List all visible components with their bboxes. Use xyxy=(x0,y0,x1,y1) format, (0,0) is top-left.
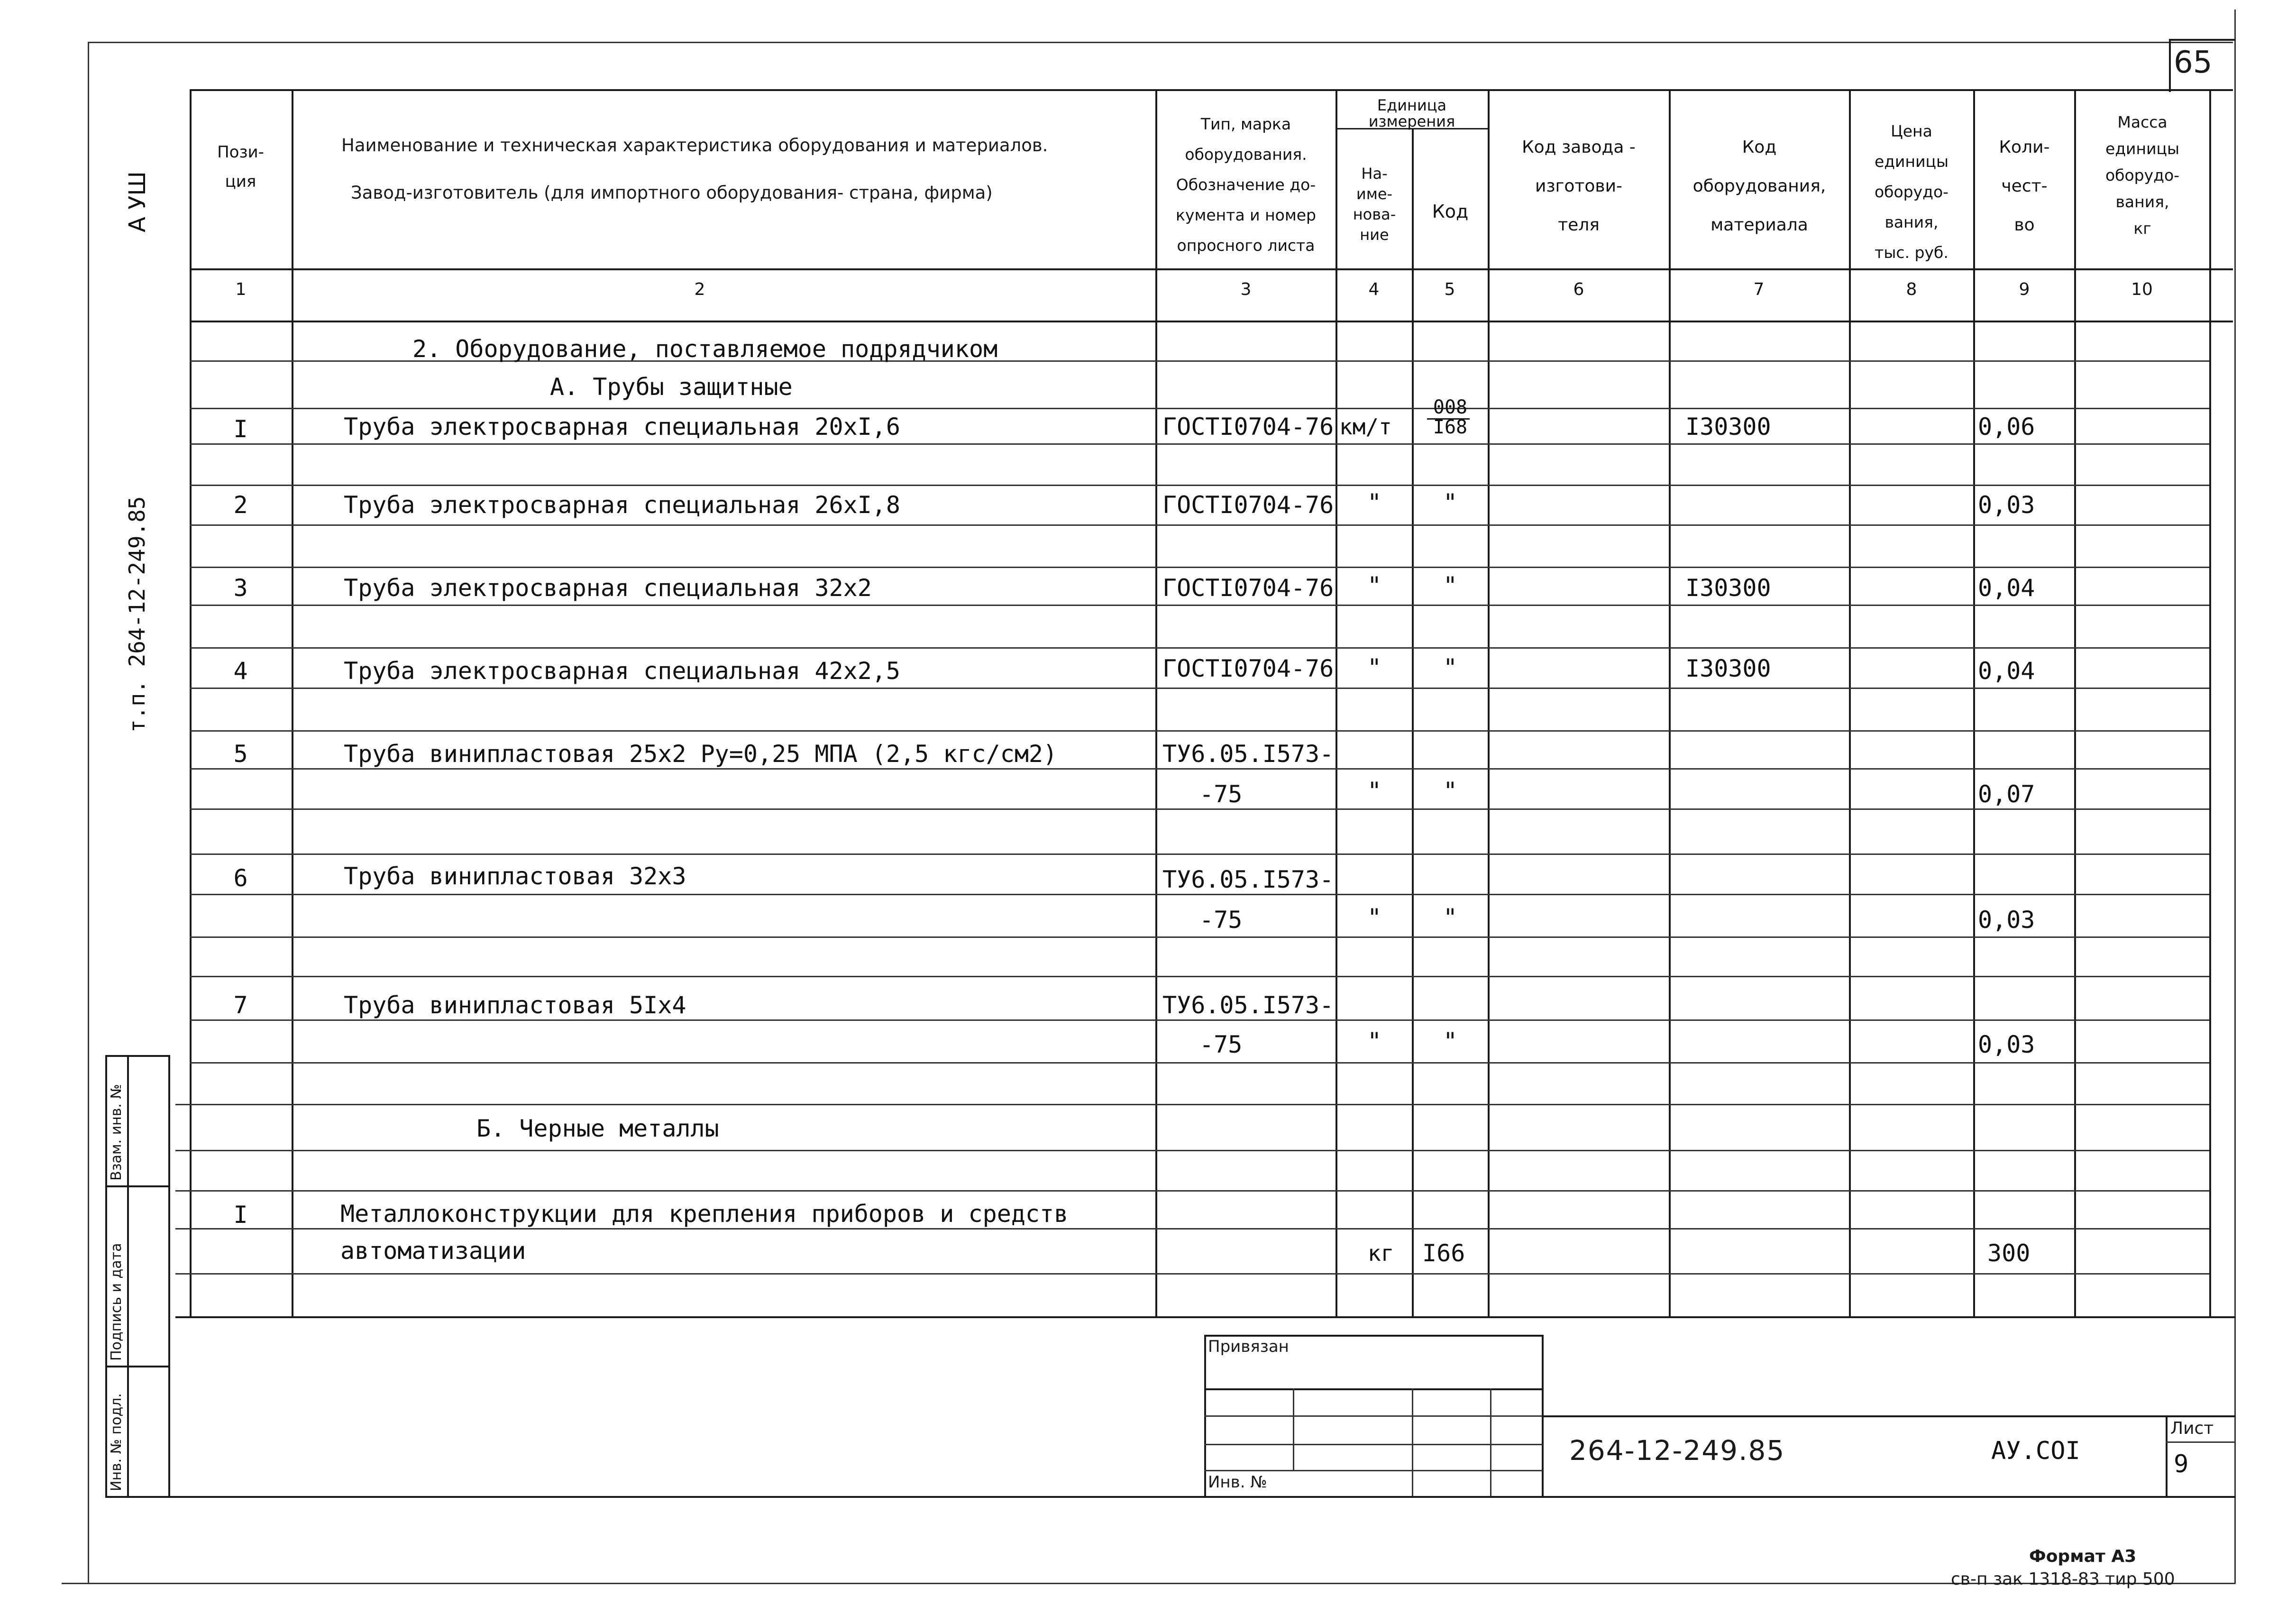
header-name-line2: Завод-изготовитель (для импортного оборудования- страна, фирма) xyxy=(351,183,993,203)
table-row-position: 3 xyxy=(233,574,248,602)
table-row-quantity: 0,06 xyxy=(1978,413,2035,440)
table-row-unit: " xyxy=(1367,489,1382,516)
table-row-code: " xyxy=(1443,1028,1458,1055)
header-unit-mass: Масса единицы оборудо- вания, кг xyxy=(2105,113,2180,238)
footer-print-info: св-п зак 1318-83 тир 500 xyxy=(1951,1569,2175,1589)
header-plant-code: Код завода - изготови- теля xyxy=(1522,138,1636,235)
header-position: Пози- ция xyxy=(217,143,264,191)
header-unit-name: На- име- нова- ние xyxy=(1353,165,1396,244)
table-row-name: Труба электросварная специальная 32х2 xyxy=(344,574,872,602)
table-row-quantity: 0,04 xyxy=(1978,657,2035,685)
subsection-title-a: А. Трубы защитные xyxy=(550,373,793,401)
column-number: 5 xyxy=(1444,280,1455,299)
strip-signature-date: Подпись и дата xyxy=(108,1243,125,1361)
column-number: 7 xyxy=(1753,280,1765,299)
table-row-code-bottom: I68 xyxy=(1433,416,1468,438)
table-row-doc-cont: -75 xyxy=(1199,780,1243,808)
strip-original-inv: Инв. № подл. xyxy=(108,1393,125,1491)
table-row-position: 2 xyxy=(233,491,248,519)
column-number: 9 xyxy=(2019,280,2030,299)
stamp-sheet-number: 9 xyxy=(2174,1450,2189,1478)
table-row-unit: кг xyxy=(1368,1240,1394,1266)
table-row-code: " xyxy=(1443,489,1458,516)
table-row-position: 7 xyxy=(233,991,248,1019)
header-name-line1: Наименование и техническая характеристика оборудования и материалов. xyxy=(341,135,1048,156)
table-row-name: Металлоконструкции для крепления приборов и средств xyxy=(340,1200,1069,1228)
header-unit-code: Код xyxy=(1432,201,1469,222)
table-row-doc: ГОСТI0704-76 xyxy=(1162,491,1334,519)
table-row-name: Труба винипластовая 32х3 xyxy=(344,862,686,890)
table-row-unit: км/т xyxy=(1339,414,1392,440)
column-number: 2 xyxy=(694,280,705,299)
table-row-equipment-code: I30300 xyxy=(1685,655,1771,682)
stamp-inv-no: Инв. № xyxy=(1208,1473,1267,1492)
table-row-code: I66 xyxy=(1422,1239,1465,1267)
project-designation: т.п. 264-12-249.85 xyxy=(124,496,150,733)
table-row-doc: ГОСТI0704-76 xyxy=(1162,655,1334,682)
table-row-equipment-code: I30300 xyxy=(1685,574,1771,602)
table-row-name: Труба электросварная специальная 20хI,6 xyxy=(344,413,900,440)
stamp-privyazan: Привязан xyxy=(1208,1337,1289,1356)
table-row-name-cont: автоматизации xyxy=(340,1237,526,1265)
column-number: 4 xyxy=(1368,280,1380,299)
table-row-unit: " xyxy=(1367,777,1382,805)
table-row-doc-cont: -75 xyxy=(1199,906,1243,934)
table-row-code-top: 008 xyxy=(1433,396,1468,418)
table-row-position: I xyxy=(233,1201,248,1229)
table-row-equipment-code: I30300 xyxy=(1685,413,1771,440)
subsection-title-b: Б. Черные металлы xyxy=(476,1115,719,1142)
album-label: А УШ xyxy=(124,171,151,232)
table-row-unit: " xyxy=(1367,904,1382,931)
table-row-doc: ГОСТI0704-76 xyxy=(1162,574,1334,602)
footer-format: Формат А3 xyxy=(2029,1547,2137,1566)
table-row-doc: ТУ6.05.I573- xyxy=(1162,740,1334,768)
table-row-name: Труба электросварная специальная 26хI,8 xyxy=(344,491,900,519)
table-row-unit: " xyxy=(1367,572,1382,599)
header-type-doc: Тип, марка оборудования. Обозначение до- кумента и номер опросного листа xyxy=(1175,115,1317,255)
table-row-doc-cont: -75 xyxy=(1199,1031,1243,1058)
table-row-code: " xyxy=(1443,572,1458,599)
header-equipment-code: Код оборудования, материала xyxy=(1692,138,1826,235)
stamp-document-code: 264-12-249.85 xyxy=(1569,1434,1785,1467)
table-row-code: " xyxy=(1443,904,1458,931)
header-unit: Единица измерения xyxy=(1368,96,1455,130)
table-row-quantity: 300 xyxy=(1987,1239,2031,1267)
section-title: 2. Оборудование, поставляемое подрядчиком xyxy=(412,335,998,363)
table-row-code: " xyxy=(1443,654,1458,681)
header-unit-price: Цена единицы оборудо- вания, тыс. руб. xyxy=(1874,122,1949,262)
column-number: 10 xyxy=(2131,280,2153,299)
column-number: 8 xyxy=(1906,280,1917,299)
sheet-corner-number: 65 xyxy=(2174,45,2213,80)
table-row-name: Труба винипластовая 5Iх4 xyxy=(344,991,686,1019)
table-row-position: 4 xyxy=(233,657,248,685)
table-row-quantity: 0,03 xyxy=(1978,491,2035,519)
table-row-position: 5 xyxy=(233,740,248,768)
table-row-doc: ТУ6.05.I573- xyxy=(1162,991,1334,1019)
table-row-code: " xyxy=(1443,777,1458,805)
column-number: 3 xyxy=(1240,280,1252,299)
column-number: 1 xyxy=(235,280,247,299)
strip-replacement-inv: Взам. инв. № xyxy=(108,1084,125,1181)
table-row-name: Труба винипластовая 25х2 Ру=0,25 МПА (2,5 кгс/см2) xyxy=(344,740,1058,768)
table-row-quantity: 0,03 xyxy=(1978,906,2035,934)
table-row-position: 6 xyxy=(233,864,248,892)
stamp-sheet-label: Лист xyxy=(2170,1419,2214,1438)
table-row-quantity: 0,04 xyxy=(1978,574,2035,602)
table-row-quantity: 0,03 xyxy=(1978,1031,2035,1058)
column-number: 6 xyxy=(1573,280,1584,299)
table-row-quantity: 0,07 xyxy=(1978,780,2035,808)
table-row-doc: ГОСТI0704-76 xyxy=(1162,413,1334,440)
table-row-unit: " xyxy=(1367,1028,1382,1055)
table-row-name: Труба электросварная специальная 42х2,5 xyxy=(344,657,900,685)
header-quantity: Коли- чест- во xyxy=(1999,138,2050,235)
table-row-unit: " xyxy=(1367,654,1382,681)
table-row-doc: ТУ6.05.I573- xyxy=(1162,866,1334,893)
stamp-mark: АУ.COI xyxy=(1991,1437,2080,1465)
table-row-position: I xyxy=(233,415,248,443)
